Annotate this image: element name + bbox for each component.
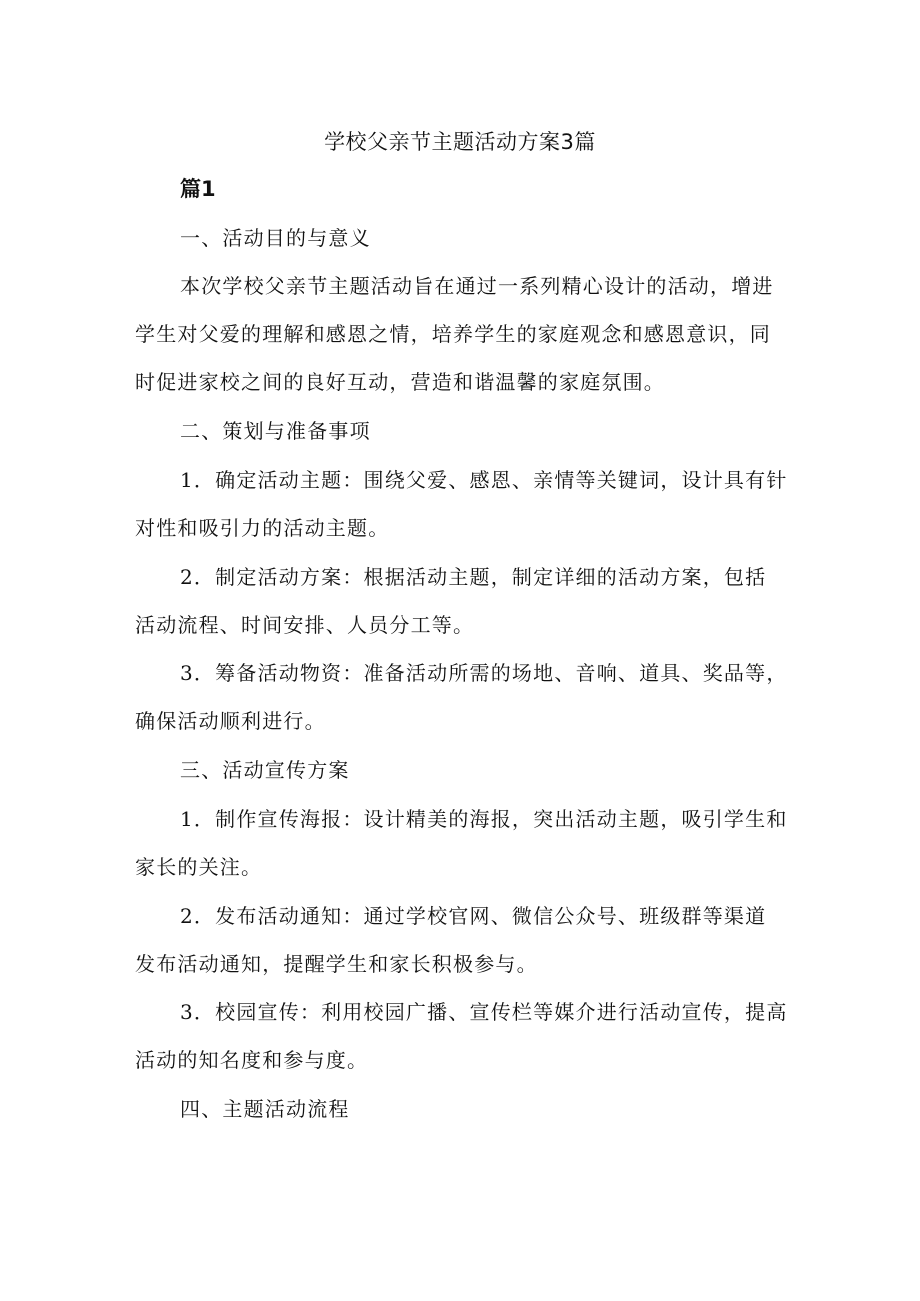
list-item-line: 发布活动通知，提醒学生和家长积极参与。 (135, 952, 538, 976)
list-item-line: 3．筹备活动物资：准备活动所需的场地、音响、道具、奖品等， (180, 661, 788, 685)
section-heading-1: 一、活动目的与意义 (180, 226, 371, 250)
paragraph-line: 本次学校父亲节主题活动旨在通过一系列精心设计的活动，增进 (180, 274, 774, 298)
part-heading: 篇1 (180, 177, 216, 201)
list-item-line: 1．确定活动主题：围绕父爱、感恩、亲情等关键词，设计具有针 (180, 468, 788, 492)
paragraph-line: 学生对父爱的理解和感恩之情，培养学生的家庭观念和感恩意识，同 (135, 322, 771, 346)
document-title: 学校父亲节主题活动方案3篇 (324, 130, 596, 154)
paragraph-line: 时促进家校之间的良好互动，营造和谐温馨的家庭氛围。 (135, 370, 665, 394)
list-item-line: 2．制定活动方案：根据活动主题，制定详细的活动方案，包括 (180, 565, 767, 589)
list-item-line: 活动的知名度和参与度。 (135, 1048, 369, 1072)
list-item-line: 对性和吸引力的活动主题。 (135, 516, 390, 540)
list-item-line: 活动流程、时间安排、人员分工等。 (135, 613, 475, 637)
list-item-line: 确保活动顺利进行。 (135, 709, 326, 733)
list-item-line: 2．发布活动通知：通过学校官网、微信公众号、班级群等渠道 (180, 904, 767, 928)
section-heading-3: 三、活动宣传方案 (180, 758, 350, 782)
list-item-line: 1．制作宣传海报：设计精美的海报，突出活动主题，吸引学生和 (180, 807, 788, 831)
section-heading-2: 二、策划与准备事项 (180, 419, 371, 443)
section-heading-4: 四、主题活动流程 (180, 1097, 350, 1121)
list-item-line: 3．校园宣传：利用校园广播、宣传栏等媒介进行活动宣传，提高 (180, 1000, 788, 1024)
list-item-line: 家长的关注。 (135, 855, 263, 879)
